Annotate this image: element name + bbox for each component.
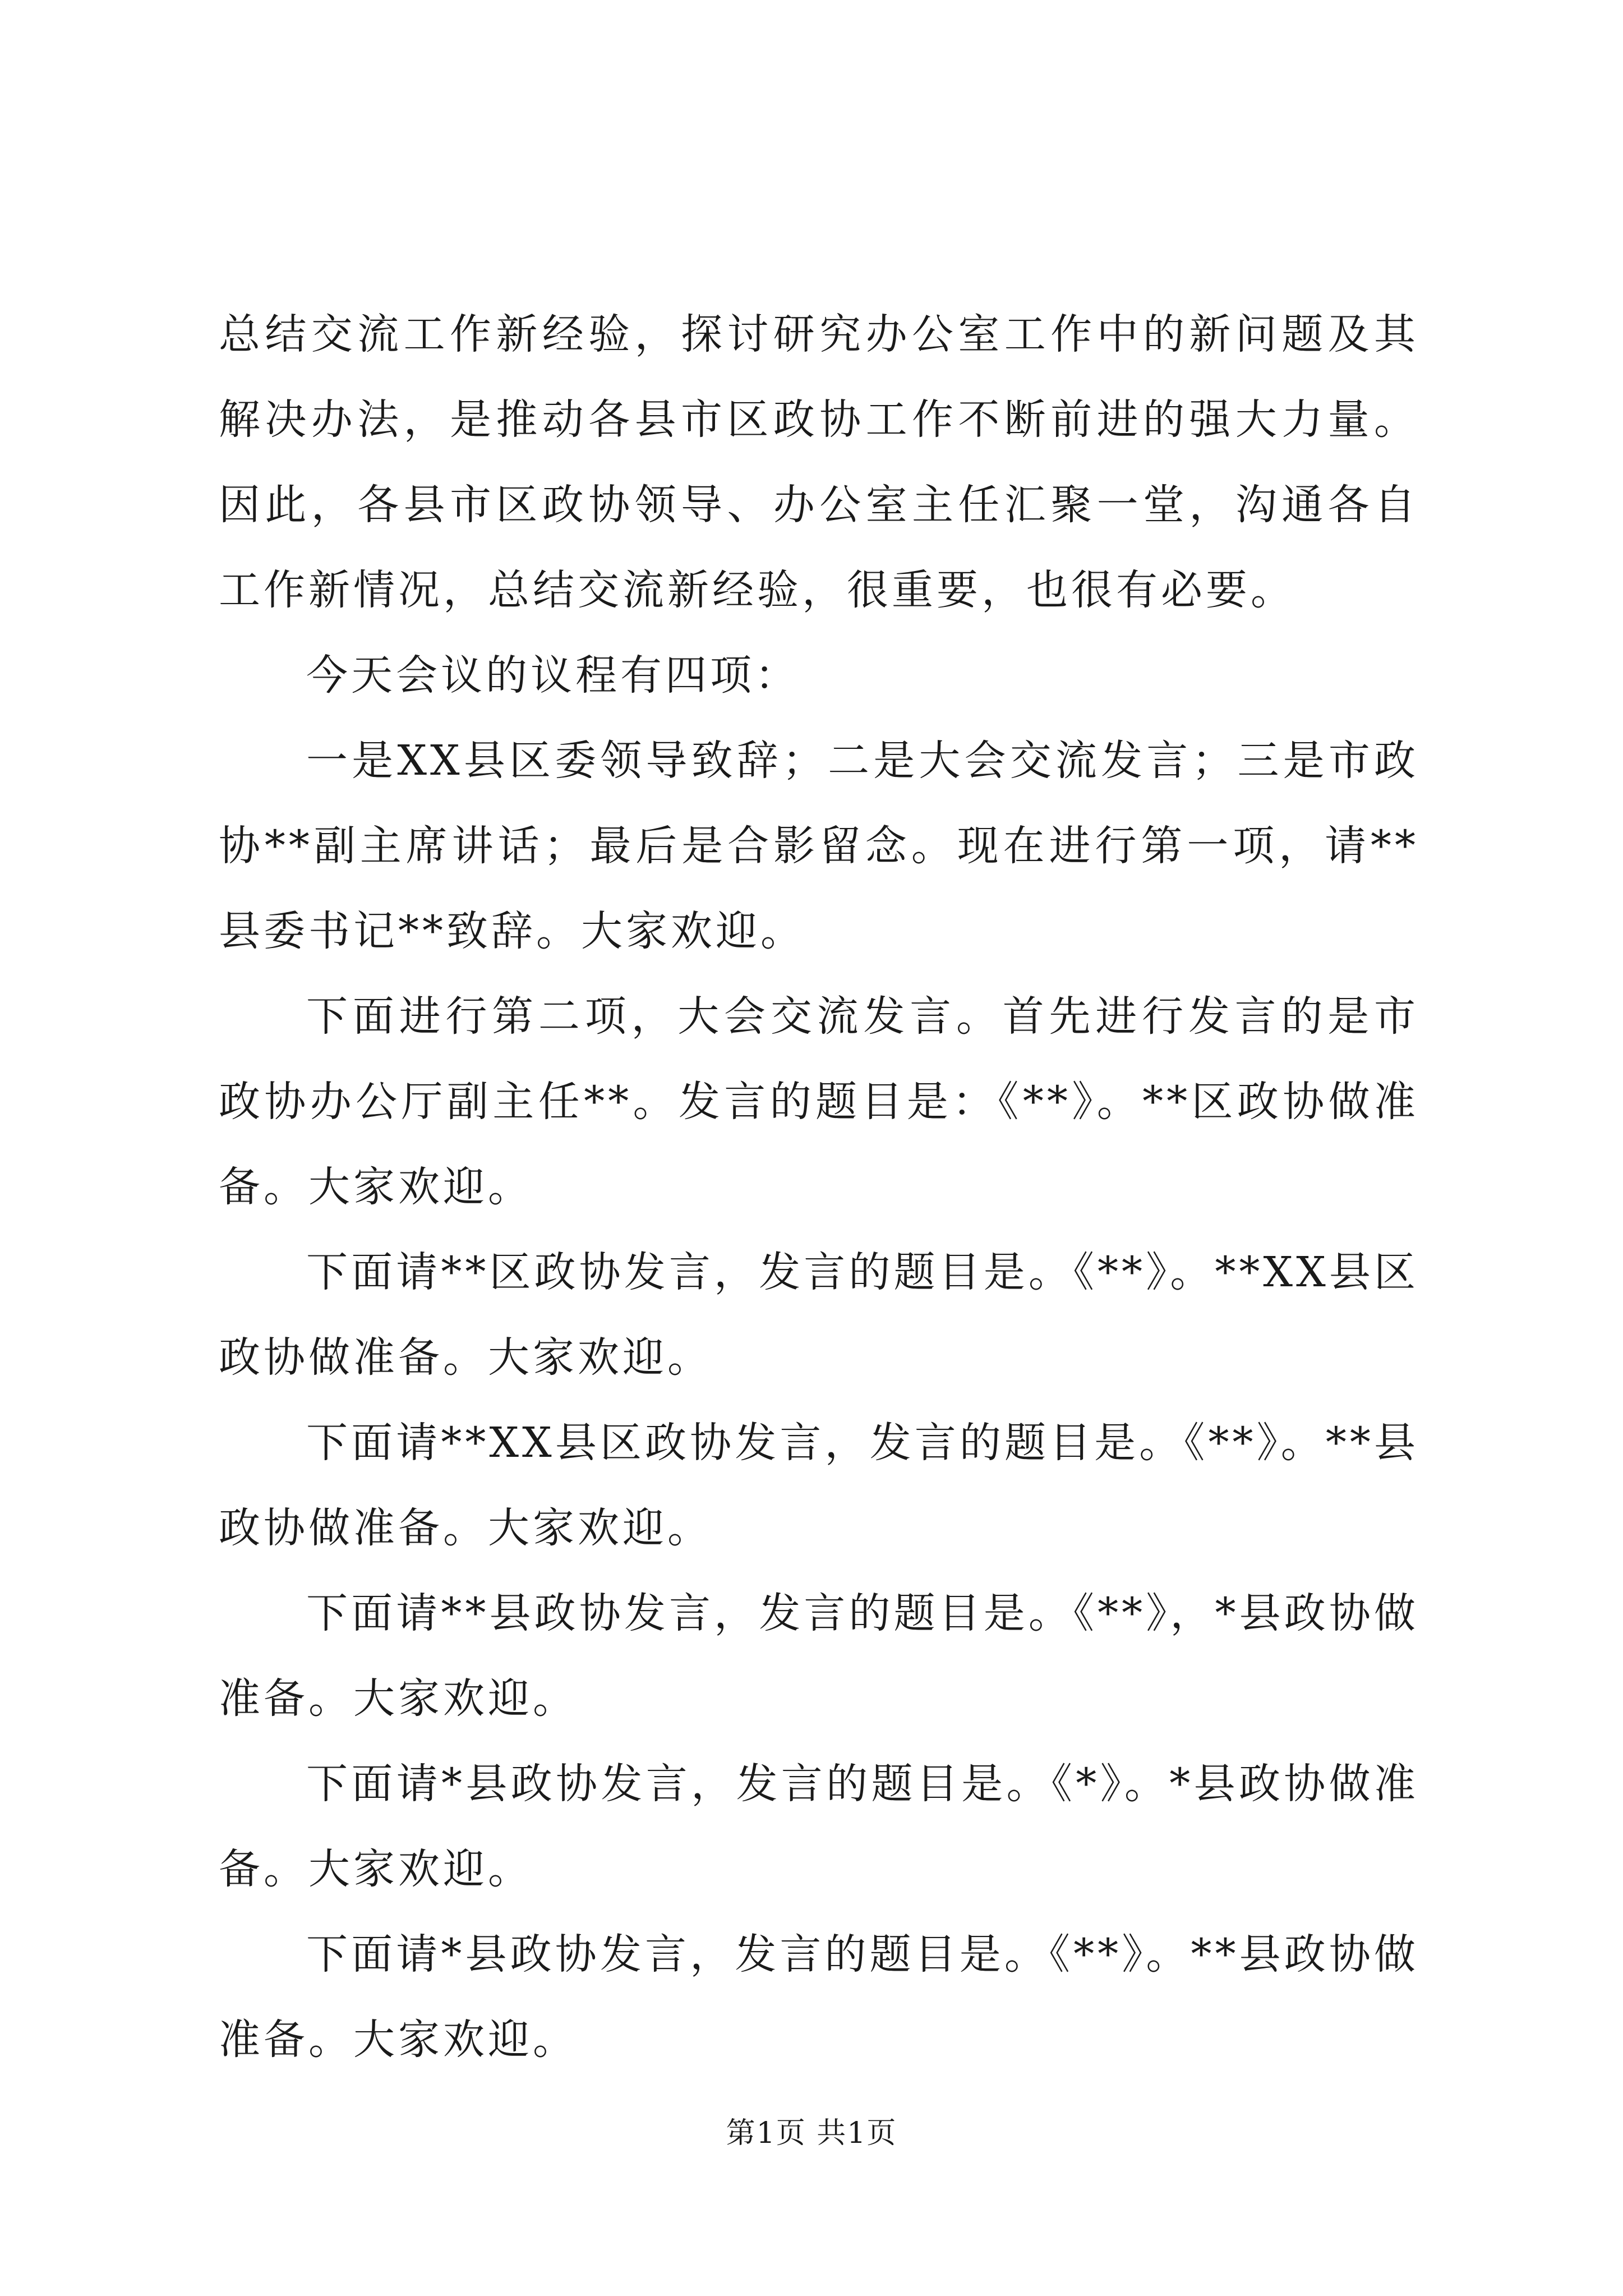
paragraph: 今天会议的议程有四项： bbox=[306, 651, 800, 700]
paragraph: 下面请*县政协发言，发言的题目是。《**》。**县政协做准备。大家欢迎。 bbox=[219, 1930, 1419, 2064]
paragraph: 一是XX县区委领导致辞；二是大会交流发言；三是市政协**副主席讲话；最后是合影留念。现在进行第一项，请**县委书记**致辞。大家欢迎。 bbox=[219, 737, 1419, 955]
paragraph: 下面请**区政协发言，发言的题目是。《**》。**XX县区政协做准备。大家欢迎。 bbox=[219, 1248, 1419, 1382]
document-body bbox=[219, 292, 1419, 2082]
paragraph: 下面请**县政协发言，发言的题目是。《**》，*县政协做准备。大家欢迎。 bbox=[219, 1589, 1419, 1723]
paragraph: 下面进行第二项，大会交流发言。首先进行发言的是市政协办公厅副主任**。发言的题目是：《**》。**区政协做准备。大家欢迎。 bbox=[219, 992, 1419, 1211]
paragraph: 下面请**XX县区政协发言，发言的题目是。《**》。**县政协做准备。大家欢迎。 bbox=[219, 1419, 1419, 1552]
paragraph: 下面请*县政协发言，发言的题目是。《*》。*县政协做准备。大家欢迎。 bbox=[219, 1760, 1419, 1893]
page-footer: 第1页 共1页 bbox=[726, 2116, 897, 2150]
paragraph: 总结交流工作新经验，探讨研究办公室工作中的新问题及其解决办法，是推动各县市区政协工作不断前进的强大力量。因此，各县市区政协领导、办公室主任汇聚一堂，沟通各自工作新情况，总结交流新经验，很重要，也很有必要。 bbox=[219, 310, 1419, 614]
